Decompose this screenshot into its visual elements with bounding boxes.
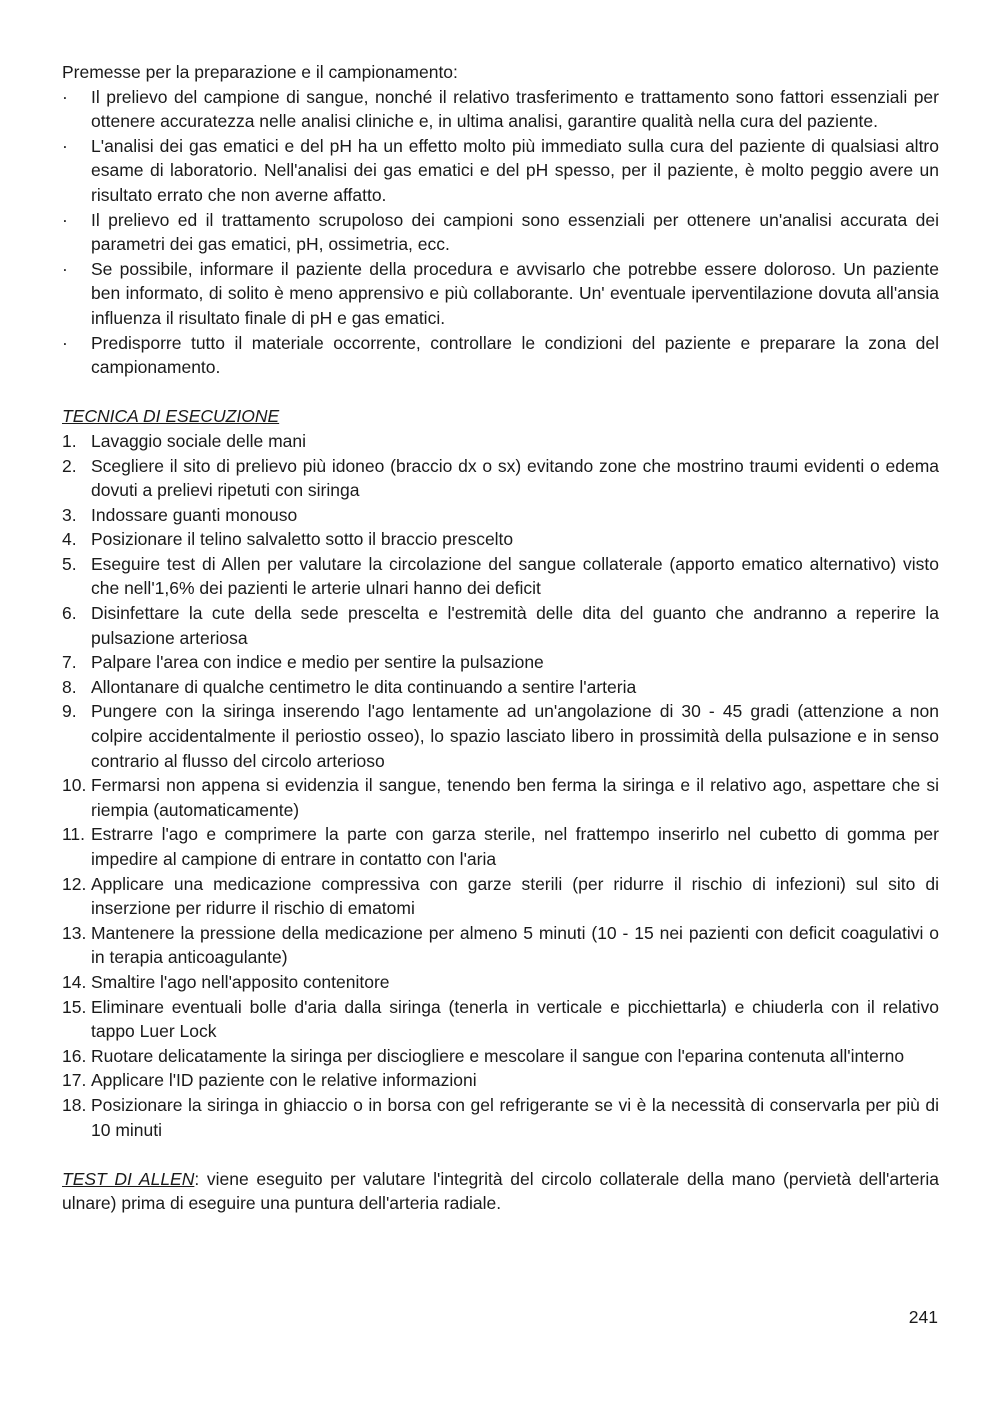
step-item: [62, 1068, 939, 1093]
step-item: [62, 675, 939, 700]
step-item: [62, 527, 939, 552]
step-text: Posizionare la siringa in ghiaccio o in borsa con gel refrigerante se vi è la necessità di conservarla per più di 10 minuti: [91, 1094, 939, 1140]
intro-paragraph: Premesse per la preparazione e il campionamento:: [62, 62, 458, 82]
step-item: [62, 1093, 939, 1142]
step-item: [62, 773, 939, 822]
step-item: [62, 921, 939, 970]
step-number: 3.: [62, 504, 77, 525]
step-number: 16.: [62, 1045, 87, 1066]
allen-test-text: : viene eseguito per valutare l'integrità del circolo collaterale della mano (pervietà dell'arteria ulnare) prima di eseguire una puntura dell'arteria radiale.: [62, 1168, 939, 1214]
step-number: 4.: [62, 529, 77, 550]
procedure-steps: [62, 429, 939, 1142]
step-text: Eseguire test di Allen per valutare la circolazione del sangue collaterale (apporto ematico alternativo) visto che nell'1,6% dei pazienti le arterie ulnari hanno dei deficit: [91, 553, 939, 599]
step-text: Fermarsi non appena si evidenzia il sangue, tenendo ben ferma la siringa e il relativo ago, aspettare che si riempia (automaticamente): [91, 775, 939, 820]
bullet-marker: ·: [62, 332, 68, 353]
bullet-text: Se possibile, informare il paziente della procedura e avvisarlo che potrebbe essere doloroso. Un paziente ben informato, di solito è meno apprensivo e più collaborante. Un' eventuale iperventilazione dovuta all'ansia influenza il risultato finale di pH e gas ematici.: [91, 258, 939, 328]
step-number: 1.: [62, 430, 77, 451]
step-item: [62, 822, 939, 871]
list-item: [62, 331, 939, 380]
list-item: [62, 257, 939, 331]
step-item: [62, 699, 939, 773]
step-number: 15.: [62, 996, 87, 1017]
step-number: 6.: [62, 603, 77, 624]
list-item: [62, 208, 939, 257]
step-text: Estrarre l'ago e comprimere la parte con garza sterile, nel frattempo inserirlo nel cubetto di gomma per impedire al campione di entrare in contatto con l'aria: [91, 824, 939, 869]
step-item: [62, 872, 939, 921]
step-text: Disinfettare la cute della sede prescelta e l'estremità delle dita del guanto che andranno a reperire la pulsazione arteriosa: [91, 603, 939, 648]
step-text: Palpare l'area con indice e medio per sentire la pulsazione: [91, 652, 544, 673]
step-text: Smaltire l'ago nell'apposito contenitore: [91, 971, 390, 992]
step-number: 18.: [62, 1094, 87, 1115]
step-text: Posizionare il telino salvaletto sotto il braccio prescelto: [91, 529, 514, 550]
step-text: Eliminare eventuali bolle d'aria dalla siringa (tenerla in verticale e picchiettarla) e chiuderla con il relativo tappo Luer Lock: [91, 996, 939, 1042]
step-number: 17.: [62, 1070, 87, 1091]
step-text: Allontanare di qualche centimetro le dita continuando a sentire l'arteria: [91, 676, 637, 697]
step-item: [62, 429, 939, 454]
step-item: [62, 1044, 939, 1069]
step-item: [62, 650, 939, 675]
step-item: [62, 503, 939, 528]
step-number: 5.: [62, 553, 77, 574]
step-item: [62, 995, 939, 1044]
step-text: Lavaggio sociale delle mani: [91, 430, 306, 451]
list-item: [62, 134, 939, 208]
step-number: 8.: [62, 676, 77, 697]
step-text: Scegliere il sito di prelievo più idoneo (braccio dx o sx) evitando zone che mostrino traumi evidenti o edema dovuti a prelievi ripetuti con siringa: [91, 455, 939, 501]
step-item: [62, 970, 939, 995]
bullet-marker: ·: [62, 209, 68, 230]
step-number: 7.: [62, 652, 77, 673]
bullet-text: L'analisi dei gas ematici e del pH ha un effetto molto più immediato sulla cura del paziente di qualsiasi altro esame di laboratorio. Nell'analisi dei gas ematici e del pH spesso, per il paziente, è molto peggio avere un risultato errato che non averne affatto.: [91, 135, 939, 205]
step-number: 12.: [62, 873, 87, 894]
step-number: 10.: [62, 775, 87, 796]
premises-list: [62, 85, 939, 380]
step-text: Indossare guanti monouso: [91, 504, 298, 525]
bullet-marker: ·: [62, 86, 68, 107]
step-text: Applicare l'ID paziente con le relative informazioni: [91, 1070, 477, 1091]
bullet-marker: ·: [62, 258, 68, 279]
allen-test-paragraph: [62, 1167, 939, 1216]
bullet-text: Predisporre tutto il materiale occorrente, controllare le condizioni del paziente e preparare la zona del campionamento.: [91, 332, 939, 378]
step-number: 13.: [62, 922, 87, 943]
step-number: 11.: [62, 824, 86, 845]
list-item: [62, 85, 939, 134]
step-item: [62, 601, 939, 650]
step-number: 9.: [62, 701, 77, 722]
page-number: 241: [908, 1307, 938, 1327]
step-item: [62, 552, 939, 601]
bullet-text: Il prelievo ed il trattamento scrupoloso dei campioni sono essenziali per ottenere un'analisi accurata dei parametri dei gas ematici, pH, ossimetria, ecc.: [91, 209, 939, 255]
step-text: Mantenere la pressione della medicazione per almeno 5 minuti (10 - 15 nei pazienti con deficit coagulativi o in terapia anticoagulante): [91, 922, 939, 968]
step-text: Ruotare delicatamente la siringa per disciogliere e mescolare il sangue con l'eparina contenuta all'interno: [91, 1045, 905, 1066]
step-text: Applicare una medicazione compressiva con garze sterili (per ridurre il rischio di infezioni) sul sito di inserzione per ridurre il rischio di ematomi: [91, 873, 939, 919]
bullet-text: Il prelievo del campione di sangue, nonché il relativo trasferimento e trattamento sono fattori essenziali per ottenere accuratezza nelle analisi cliniche e, in ultima analisi, garantire qualità nella cura del paziente.: [91, 86, 939, 132]
section-title: TECNICA DI ESECUZIONE: [62, 406, 280, 427]
step-item: [62, 454, 939, 503]
step-number: 2.: [62, 455, 77, 476]
step-text: Pungere con la siringa inserendo l'ago lentamente ad un'angolazione di 30 - 45 gradi (attenzione a non colpire accidentalmente il periostio osseo), lo spazio lasciato libero in prossimità della pulsazione e in senso contrario al flusso del circolo arterioso: [91, 701, 939, 771]
step-number: 14.: [62, 971, 87, 992]
allen-test-term: TEST DI ALLEN: [62, 1168, 195, 1189]
bullet-marker: ·: [62, 135, 68, 156]
